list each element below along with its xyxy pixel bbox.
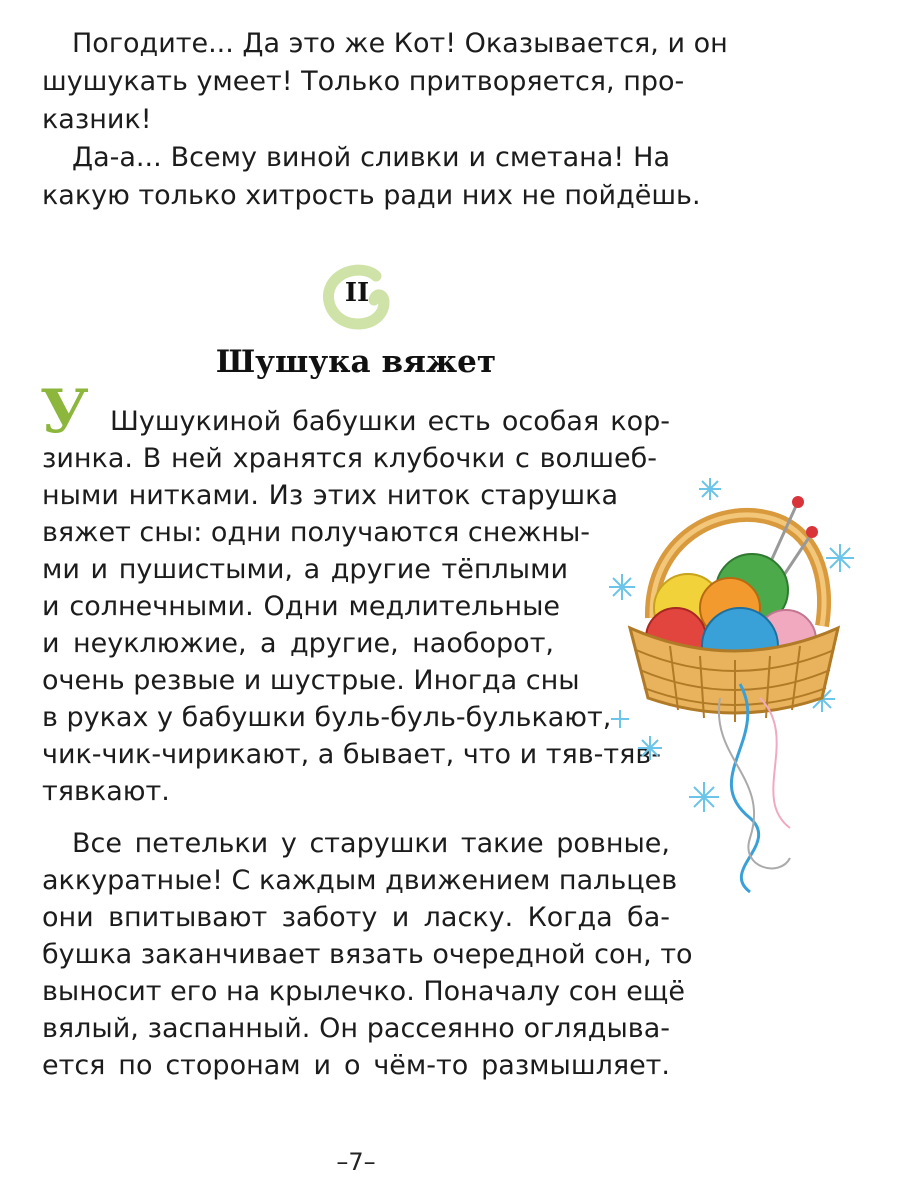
- drop-cap: У: [40, 377, 89, 447]
- snowflake-icon: [611, 710, 629, 728]
- chapter-number: II: [344, 278, 370, 308]
- text-line: Шушукиной бабушки есть особая кор-: [110, 406, 670, 437]
- text-line: тявкают.: [42, 776, 170, 807]
- snowflake-icon: [699, 478, 721, 500]
- text-line: зинка. В ней хранятся клубочки с волшеб-: [42, 443, 657, 474]
- text-line: ется по сторонам и о чём-то размышляет.: [42, 1050, 670, 1081]
- text-line: ми и пушистыми, а другие тёплыми: [42, 554, 568, 585]
- text-line: ными нитками. Из этих ниток старушка: [42, 480, 618, 511]
- text-line: очень резвые и шустрые. Иногда сны: [42, 665, 580, 696]
- snowflake-icon: [689, 782, 719, 812]
- text-line: чик-чик-чирикают, а бывает, что и тяв-тяв-: [42, 739, 661, 770]
- text-line: Все петельки у старушки такие ровные,: [72, 828, 670, 859]
- text-line: и солнечными. Одни медлительные: [42, 591, 560, 622]
- text-line: и неуклюжие, а другие, наоборот,: [42, 628, 554, 659]
- text-line: вяжет сны: одни получаются снежны-: [42, 517, 591, 548]
- text-line: в руках у бабушки буль-буль-булькают,: [42, 702, 612, 733]
- snowflake-icon: [826, 544, 854, 572]
- text-line: вялый, заспанный. Он рассеянно оглядыва-: [42, 1013, 670, 1044]
- text-line: Да-а... Всему виной сливки и сметана! На: [72, 142, 670, 173]
- text-line: шушукать умеет! Только притворяется, про-: [42, 66, 685, 97]
- snowflake-icon: [609, 574, 635, 600]
- text-line: Погодите... Да это же Кот! Оказывается, и он: [72, 28, 728, 59]
- text-line: они впитывают заботу и ласку. Когда ба-: [42, 902, 670, 933]
- text-line: бушка заканчивает вязать очередной сон, то: [42, 939, 693, 970]
- text-line: казник!: [42, 104, 152, 135]
- yarn-basket-illustration: [600, 478, 870, 898]
- text-line: выносит его на крылечко. Поначалу сон ещё: [42, 976, 685, 1007]
- page-number: –7–: [336, 1148, 376, 1176]
- text-line: аккуратные! С каждым движением пальцев: [42, 865, 678, 896]
- text-line: какую только хитрость ради них не пойдёшь.: [42, 180, 701, 211]
- snowflake-icon: [638, 736, 662, 760]
- chapter-title: Шушука вяжет: [215, 344, 497, 380]
